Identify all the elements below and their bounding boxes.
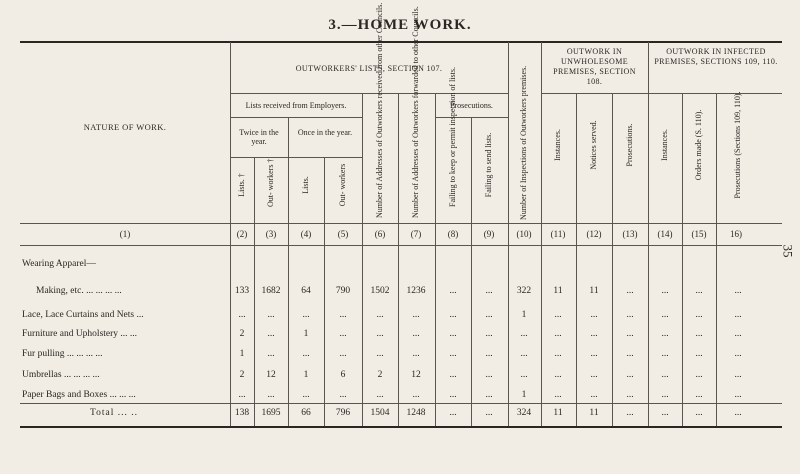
table-cell: ... xyxy=(695,408,703,418)
table-cell: ... xyxy=(376,349,384,359)
table-cell: ... xyxy=(376,310,384,320)
page-number: 35 xyxy=(780,244,796,258)
table-cell: ... xyxy=(695,390,703,400)
header-orders-made: Orders made (S. 110). xyxy=(693,109,703,181)
header-twice-in-year: Twice in the year. xyxy=(239,128,279,146)
table-cell: ... xyxy=(520,370,528,380)
table-cell: 790 xyxy=(335,286,351,296)
column-number: (4) xyxy=(300,229,312,239)
column-number: (6) xyxy=(374,229,386,239)
table-cell: ... xyxy=(590,329,598,339)
table-cell: 11 xyxy=(589,408,599,418)
header-prosecutions: Prosecutions. xyxy=(450,101,493,110)
table-cell: ... xyxy=(267,329,275,339)
table-cell: ... xyxy=(449,390,457,400)
table-cell: ... xyxy=(302,349,310,359)
rule xyxy=(541,93,782,94)
header-instances: Instances. xyxy=(552,129,562,161)
table-cell: ... xyxy=(485,329,493,339)
column-number: (3) xyxy=(265,229,277,239)
table-cell: ... xyxy=(695,310,703,320)
table-cell: ... xyxy=(339,310,347,320)
table-cell: ... xyxy=(590,349,598,359)
table-cell: 133 xyxy=(234,286,250,296)
table-cell: 2 xyxy=(239,370,245,380)
table-cell: ... xyxy=(449,286,457,296)
table-cell: ... xyxy=(695,370,703,380)
table-cell: ... xyxy=(626,329,634,339)
table-cell: 2 xyxy=(377,370,383,380)
table-cell: 1 xyxy=(303,329,309,339)
table-cell: ... xyxy=(626,390,634,400)
table-cell: ... xyxy=(485,349,493,359)
header-prosecutions-infected: Prosecutions (Sections 109, 110). xyxy=(732,91,742,199)
table-cell: 6 xyxy=(340,370,346,380)
table-cell: ... xyxy=(626,310,634,320)
header-outwork-unwholesome: OUTWORK IN UNWHOLESOME PREMISES, SECTION 108. xyxy=(553,47,636,86)
table-cell: ... xyxy=(734,329,742,339)
table-cell: ... xyxy=(626,349,634,359)
table-cell: ... xyxy=(238,310,246,320)
header-inspections: Number of Inspections of Outworkers premises. xyxy=(518,65,528,220)
row-label: Wearing Apparel— xyxy=(22,259,96,269)
table-cell: ... xyxy=(734,408,742,418)
table-cell: ... xyxy=(412,310,420,320)
table-cell: ... xyxy=(734,310,742,320)
table-cell: 138 xyxy=(234,408,250,418)
header-instances-infected: Instances. xyxy=(659,129,669,161)
table-cell: ... xyxy=(302,390,310,400)
table-cell: 796 xyxy=(335,408,351,418)
header-prosecutions-unwholesome: Prosecutions. xyxy=(624,123,634,167)
table-cell: ... xyxy=(734,390,742,400)
header-outworkers-lists: OUTWORKERS' LISTS, SECTION 107. xyxy=(295,64,443,73)
table-cell: 12 xyxy=(266,370,276,380)
table-cell: ... xyxy=(734,349,742,359)
table-cell: ... xyxy=(554,370,562,380)
table-cell: ... xyxy=(695,349,703,359)
table-cell: ... xyxy=(485,390,493,400)
header-outworkers-once: Out- workers xyxy=(337,163,347,207)
header-lists-received: Lists received from Employers. xyxy=(245,101,347,110)
table-cell: 1 xyxy=(239,349,245,359)
table-cell: ... xyxy=(554,349,562,359)
table-bottom-rule xyxy=(20,426,782,428)
table-cell: ... xyxy=(302,310,310,320)
row-label: Lace, Lace Curtains and Nets ... xyxy=(22,310,144,320)
table-cell: ... xyxy=(520,349,528,359)
column-number: (1) xyxy=(119,229,131,239)
table-cell: ... xyxy=(376,390,384,400)
table-cell: 1 xyxy=(521,310,527,320)
header-once-in-year: Once in the year. xyxy=(297,128,353,137)
table-cell: ... xyxy=(485,408,493,418)
table-cell: ... xyxy=(554,390,562,400)
column-number: (2) xyxy=(236,229,248,239)
column-number: (5) xyxy=(337,229,349,239)
header-addresses-forwarded: Number of Addresses of Outworkers forwarded to other Councils. xyxy=(410,6,420,218)
table-cell: ... xyxy=(590,310,598,320)
row-label: Paper Bags and Boxes ... ... ... xyxy=(22,390,136,400)
table-cell: ... xyxy=(267,390,275,400)
header-failing-send-lists: Failing to send lists. xyxy=(483,132,493,198)
table-cell: ... xyxy=(339,329,347,339)
table-cell: 1248 xyxy=(406,408,426,418)
table-cell: ... xyxy=(626,370,634,380)
table-cell: ... xyxy=(554,329,562,339)
column-number: (8) xyxy=(447,229,459,239)
column-number: (11) xyxy=(550,229,566,239)
table-cell: ... xyxy=(449,310,457,320)
rule xyxy=(20,245,782,246)
table-cell: ... xyxy=(376,329,384,339)
table-cell: 11 xyxy=(589,286,599,296)
table-cell: ... xyxy=(661,408,669,418)
rule xyxy=(230,117,362,118)
table-cell: ... xyxy=(661,310,669,320)
table-cell: ... xyxy=(485,370,493,380)
table-cell: ... xyxy=(554,310,562,320)
table-cell: ... xyxy=(734,370,742,380)
table-cell: ... xyxy=(267,349,275,359)
table-cell: ... xyxy=(626,286,634,296)
table-cell: 1502 xyxy=(370,286,390,296)
column-number: (12) xyxy=(586,229,602,239)
header-outwork-infected: OUTWORK IN INFECTED PREMISES, SECTIONS 109, 110. xyxy=(654,47,778,66)
column-number: (10) xyxy=(516,229,532,239)
header-nature-of-work: NATURE OF WORK. xyxy=(83,122,167,132)
table-cell: ... xyxy=(661,329,669,339)
column-number: (14) xyxy=(657,229,673,239)
table-cell: ... xyxy=(339,390,347,400)
row-label: Fur pulling ... ... ... ... xyxy=(22,349,103,359)
rule xyxy=(230,157,362,158)
table-cell: ... xyxy=(590,390,598,400)
table-cell: ... xyxy=(412,349,420,359)
table-cell: ... xyxy=(339,349,347,359)
table-cell: ... xyxy=(449,370,457,380)
table-cell: 1 xyxy=(303,370,309,380)
table-cell: ... xyxy=(449,329,457,339)
table-cell: 1504 xyxy=(370,408,390,418)
table-cell: ... xyxy=(661,286,669,296)
table-cell: 1695 xyxy=(261,408,281,418)
rule xyxy=(20,403,782,404)
table-cell: ... xyxy=(695,329,703,339)
table-cell: ... xyxy=(485,310,493,320)
column-number: (7) xyxy=(410,229,422,239)
header-lists-once: Lists. xyxy=(300,176,310,194)
column-number: (13) xyxy=(622,229,638,239)
rule xyxy=(230,93,508,94)
column-number: (15) xyxy=(691,229,707,239)
rule xyxy=(20,223,782,224)
row-label: Furniture and Upholstery ... ... xyxy=(22,329,138,339)
table-cell: 12 xyxy=(411,370,421,380)
table-cell: ... xyxy=(449,408,457,418)
table-cell: ... xyxy=(520,329,528,339)
table-cell: ... xyxy=(412,390,420,400)
header-lists-twice: Lists. † xyxy=(236,173,246,197)
table-cell: 66 xyxy=(301,408,311,418)
column-number: (9) xyxy=(483,229,495,239)
table-cell: 322 xyxy=(516,286,532,296)
table-cell: 1 xyxy=(521,390,527,400)
row-label: Making, etc. ... ... ... ... xyxy=(36,286,122,296)
table-cell: ... xyxy=(238,390,246,400)
table-cell: ... xyxy=(412,329,420,339)
table-cell: ... xyxy=(449,349,457,359)
table-cell: 64 xyxy=(301,286,311,296)
table-cell: ... xyxy=(485,286,493,296)
table-cell: 324 xyxy=(516,408,532,418)
row-label: Umbrellas ... ... ... ... xyxy=(22,370,100,380)
header-outworkers-twice: Out- workers † xyxy=(265,158,275,207)
table-cell: 1236 xyxy=(406,286,426,296)
page-title: 3.—HOME WORK. xyxy=(328,17,472,33)
table-cell: ... xyxy=(661,390,669,400)
table-cell: ... xyxy=(626,408,634,418)
table-cell: ... xyxy=(661,349,669,359)
total-row-label: Total ... .. xyxy=(90,408,139,418)
table-cell: 11 xyxy=(553,408,563,418)
table-cell: 1682 xyxy=(261,286,281,296)
header-notices-served: Notices served. xyxy=(588,120,598,170)
header-addresses-received: Number of Addresses of Outworkers received from other Councils. xyxy=(374,2,384,218)
table-cell: ... xyxy=(661,370,669,380)
table-cell: ... xyxy=(695,286,703,296)
header-failing-keep-lists: Failing to keep or permit inspection of lists. xyxy=(447,67,457,207)
table-cell: 2 xyxy=(239,329,245,339)
table-cell: ... xyxy=(267,310,275,320)
table-top-rule xyxy=(20,41,782,43)
table-cell: 11 xyxy=(553,286,563,296)
column-number: 16) xyxy=(730,229,742,239)
table-cell: ... xyxy=(734,286,742,296)
table-cell: ... xyxy=(590,370,598,380)
